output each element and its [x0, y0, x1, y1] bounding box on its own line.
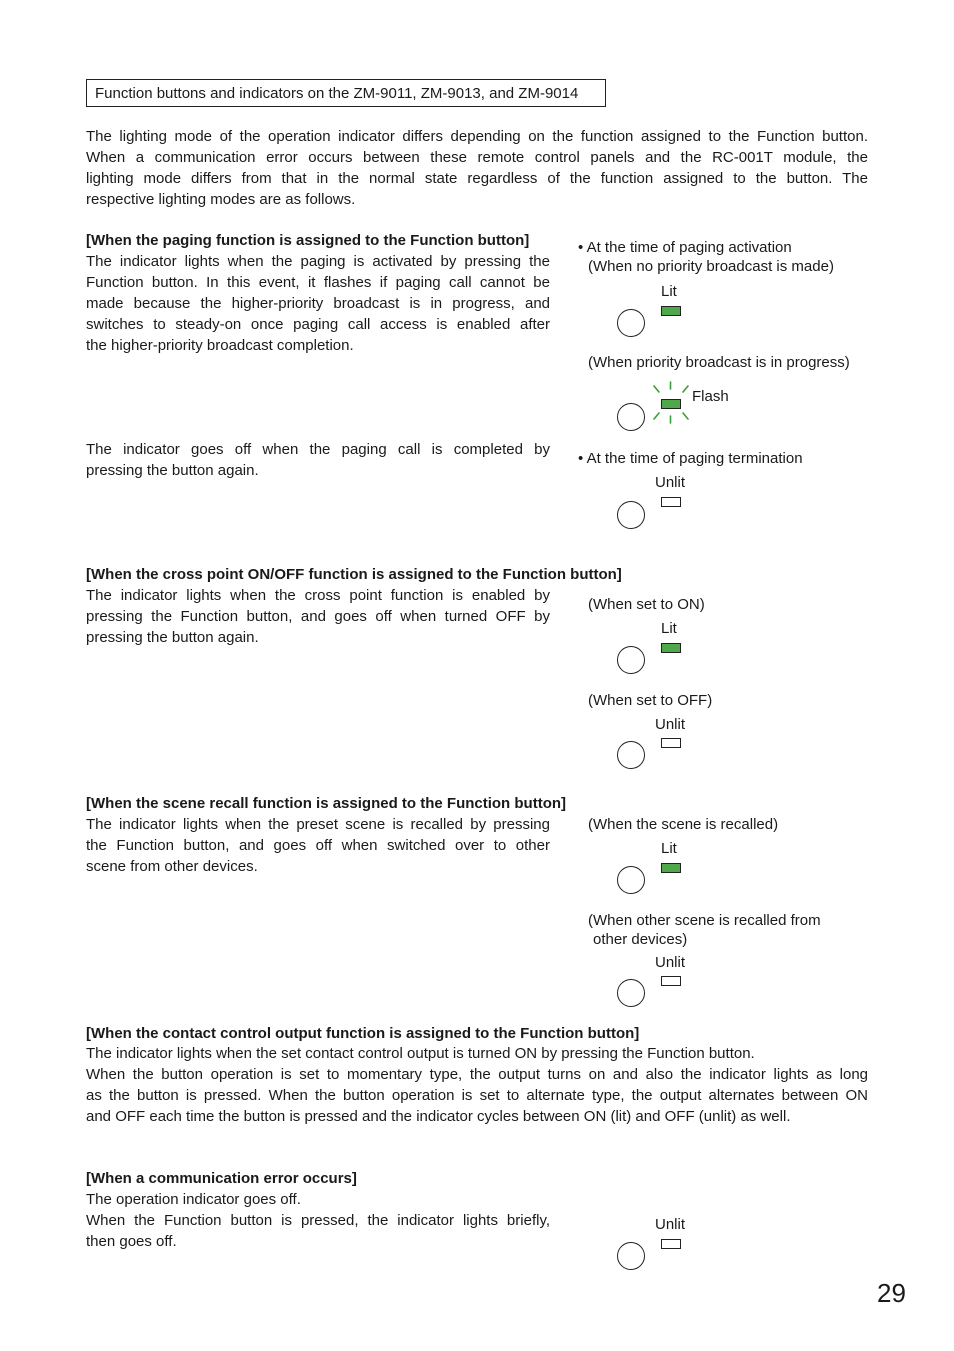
lit-label: Lit — [661, 283, 677, 300]
comm-error-body — [86, 1189, 550, 1252]
function-button-icon — [617, 741, 645, 769]
paging-body — [86, 251, 550, 356]
indicator-led-lit — [661, 863, 681, 873]
flash-label: Flash — [692, 388, 729, 405]
scene-body — [86, 814, 550, 877]
function-button-icon — [617, 646, 645, 674]
function-button-icon — [617, 309, 645, 337]
crosspoint-line: pressing the button again. — [86, 629, 259, 646]
section-title: Function buttons and indicators on the ZM-9011, ZM-9013, and ZM-9014 — [86, 79, 606, 107]
crosspoint-line: The indicator lights when the cross point function is enabled by — [86, 587, 550, 604]
lit-label: Lit — [661, 620, 677, 637]
function-button-icon — [617, 403, 645, 431]
paging-line: made because the higher-priority broadcast is in progress, and — [86, 295, 550, 312]
intro-line: respective lighting modes are as follows. — [86, 191, 356, 208]
contact-line: When the button operation is set to momentary type, the output turns on and also the indicator lights as long — [86, 1066, 868, 1083]
indicator-led-lit — [661, 643, 681, 653]
contact-line: as the button is pressed. When the button operation is set to alternate type, the output alternates between ON — [86, 1087, 868, 1104]
paging-line: switches to steady-on once paging call access is enabled after — [86, 316, 550, 333]
unlit-label: Unlit — [655, 474, 686, 491]
contact-heading: [When the contact control output function is assigned to the Function button] — [86, 1025, 640, 1042]
function-button-icon — [617, 979, 645, 1007]
crosspoint-heading: [When the cross point ON/OFF function is assigned to the Function button] — [86, 566, 622, 583]
comm-error-line: When the Function button is pressed, the indicator lights briefly, — [86, 1212, 550, 1229]
paging-activation-title: • At the time of paging activation — [578, 239, 792, 256]
lit-label: Lit — [661, 840, 677, 857]
comm-error-heading: [When a communication error occurs] — [86, 1170, 357, 1187]
crosspoint-line: pressing the Function button, and goes off when turned OFF by — [86, 608, 550, 625]
scene-line: scene from other devices. — [86, 858, 258, 875]
comm-error-line: then goes off. — [86, 1233, 177, 1250]
indicator-led-unlit — [661, 976, 681, 986]
indicator-led-flash — [661, 399, 681, 409]
indicator-led-unlit — [661, 497, 681, 507]
scene-recalled-caption: (When the scene is recalled) — [588, 816, 779, 833]
paging-line: The indicator lights when the paging is activated by pressing the — [86, 253, 550, 270]
scene-line: The indicator lights when the preset scene is recalled by pressing — [86, 816, 550, 833]
scene-heading: [When the scene recall function is assigned to the Function button] — [86, 795, 567, 812]
paging-termination-title: • At the time of paging termination — [578, 450, 803, 467]
paging-no-priority-caption: (When no priority broadcast is made) — [588, 258, 834, 275]
unlit-label: Unlit — [655, 1216, 686, 1233]
paging-line: pressing the button again. — [86, 462, 259, 479]
paging-line: The indicator goes off when the paging call is completed by — [86, 441, 550, 458]
function-button-icon — [617, 1242, 645, 1270]
unlit-label: Unlit — [655, 954, 686, 971]
scene-other-caption: (When other scene is recalled from — [588, 912, 821, 929]
paging-line: the higher-priority broadcast completion. — [86, 337, 354, 354]
contact-line: and OFF each time the button is pressed and the indicator cycles between ON (lit) and OFF (unlit) as well. — [86, 1108, 791, 1125]
indicator-led-lit — [661, 306, 681, 316]
intro-line: When a communication error occurs between these remote control panels and the RC-001T module, the — [86, 149, 868, 166]
crosspoint-body — [86, 585, 550, 648]
function-button-icon — [617, 501, 645, 529]
crosspoint-on-caption: (When set to ON) — [588, 596, 705, 613]
intro-line: lighting mode differs from that in the normal state regardless of the function assigned to the button. The — [86, 170, 868, 187]
intro-paragraph — [86, 126, 868, 210]
comm-error-line: The operation indicator goes off. — [86, 1191, 301, 1208]
crosspoint-off-caption: (When set to OFF) — [588, 692, 713, 709]
contact-line: The indicator lights when the set contact control output is turned ON by pressing the Function button. — [86, 1045, 755, 1062]
contact-body — [86, 1043, 868, 1127]
unlit-label: Unlit — [655, 716, 686, 733]
indicator-led-unlit — [661, 1239, 681, 1249]
indicator-led-unlit — [661, 738, 681, 748]
paging-heading: [When the paging function is assigned to the Function button] — [86, 232, 530, 249]
paging-line: Function button. In this event, it flashes if paging call cannot be — [86, 274, 550, 291]
paging-body-termination — [86, 439, 550, 481]
scene-other-caption-cont: other devices) — [593, 931, 688, 948]
intro-line: The lighting mode of the operation indicator differs depending on the function assigned to the Function button. — [86, 128, 868, 145]
scene-line: the Function button, and goes off when switched over to other — [86, 837, 550, 854]
function-button-icon — [617, 866, 645, 894]
page-number: 29 — [877, 1278, 906, 1308]
paging-priority-caption: (When priority broadcast is in progress) — [588, 354, 850, 371]
